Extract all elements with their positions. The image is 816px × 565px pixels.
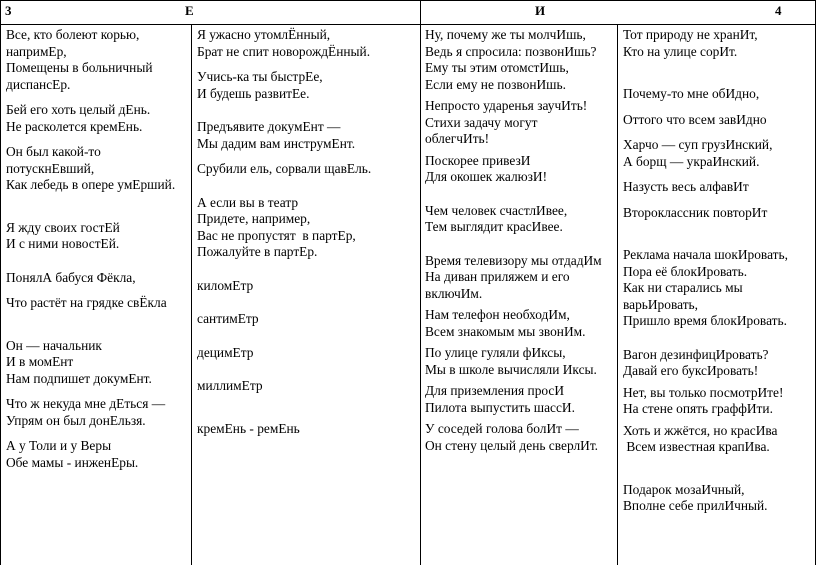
header-letter-e: Е xyxy=(185,3,194,18)
text-line: киломЕтр xyxy=(197,277,254,293)
text-line: Не расколется кремЕнь. xyxy=(6,118,143,134)
text-line: Ведь я спросила: позвонИшь? xyxy=(425,43,597,59)
column-e-right xyxy=(197,27,417,437)
column-i-left xyxy=(425,27,615,454)
text-line: миллимЕтр xyxy=(197,378,263,393)
text-line: Реклама начала шокИровать, xyxy=(623,247,788,262)
text-line: Что растёт на грядке свЁкла xyxy=(6,295,167,310)
text-line: Бей его хоть целый дЕнь. xyxy=(6,102,151,117)
table-top-border xyxy=(0,0,816,1)
text-line: Нам подпишет докумЕнт. xyxy=(6,370,152,386)
text-line: А если вы в театр xyxy=(197,194,299,210)
text-line: Почему-то мне обИдно, xyxy=(623,86,760,101)
text-line: ПонялА бабуся Фёкла, xyxy=(6,269,136,285)
table-left-border xyxy=(0,0,1,565)
text-line: У соседей голова болИт — xyxy=(425,421,579,436)
text-line: Нет, вы только посмотрИте! xyxy=(623,384,784,400)
text-line: Харчо — суп грузИнский, xyxy=(623,137,773,152)
text-line: Брат не спит новорождЁнный. xyxy=(197,43,371,59)
text-line: Обе мамы - инженЕры. xyxy=(6,454,139,470)
text-line: Хоть и жжётся, но красИва xyxy=(623,422,778,438)
column-divider-e-i xyxy=(420,0,421,565)
text-line: Он был какой-то xyxy=(6,144,101,159)
text-line: Он — начальник xyxy=(6,337,102,353)
text-line: И с ними новостЕй. xyxy=(6,236,120,251)
text-line: Срубили ель, сорвали щавЕль. xyxy=(197,161,372,176)
text-line: Что ж некуда мне дЕться — xyxy=(6,396,166,411)
text-line: Если ему не позвонИшь. xyxy=(425,76,566,92)
text-line: децимЕтр xyxy=(197,344,254,360)
text-line: Непросто ударенья заучИть! xyxy=(425,98,588,113)
text-line: Как лебедь в опере умЕрший. xyxy=(6,177,176,192)
text-line: Придете, например, xyxy=(197,211,311,226)
text-line: Вагон дезинфицИровать? xyxy=(623,346,769,362)
text-line: Мы дадим вам инструмЕнт. xyxy=(197,135,356,151)
text-line: Я ужасно утомлЁнный, xyxy=(197,27,331,42)
text-line: Ему ты этим отомстИшь, xyxy=(425,60,569,75)
header-number-left: 3 xyxy=(5,3,12,18)
text-line: Всем известная крапИва. xyxy=(623,439,770,454)
text-line: Назусть весь алфавИт xyxy=(623,179,749,194)
text-line: Упрям он был донЕльзя. xyxy=(6,412,146,428)
text-line: А у Толи и у Веры xyxy=(6,438,112,453)
text-line: Для окошек жалюзИ! xyxy=(425,169,548,184)
text-line: Кто на улице сорИт. xyxy=(623,43,738,59)
text-line: Тот природу не хранИт, xyxy=(623,27,758,42)
header-bottom-border xyxy=(0,24,816,25)
text-line: Учись-ка ты быстрЕе, xyxy=(197,69,323,84)
text-line: На стене опять граффИти. xyxy=(623,401,773,416)
text-line: Он стену целый день сверлИт. xyxy=(425,437,599,453)
text-line: Я жду своих гостЕй xyxy=(6,219,120,235)
text-line: варьИровать, xyxy=(623,296,699,312)
text-line: кремЕнь - ремЕнь xyxy=(197,420,300,436)
column-divider-e-sub xyxy=(191,24,192,565)
text-line: Для приземления просИ xyxy=(425,383,565,398)
text-line: Все, кто болеют корью, xyxy=(6,27,140,42)
text-line: Мы в школе вычисляли Иксы. xyxy=(425,361,597,377)
text-line: И в момЕнт xyxy=(6,354,74,369)
text-line: Чем человек счастлИвее, xyxy=(425,202,568,218)
text-line: потускнЕвший, xyxy=(6,160,95,176)
column-e-left xyxy=(6,27,189,471)
text-line: Пилота выпустить шассИ. xyxy=(425,399,575,415)
text-line: Вас не пропустят в партЕр, xyxy=(197,227,356,243)
text-line: На диван приляжем и его xyxy=(425,269,570,284)
text-line: напримЕр, xyxy=(6,43,67,59)
text-line: Нам телефон необходИм, xyxy=(425,307,570,322)
text-line: Стихи задачу могут xyxy=(425,114,538,130)
text-line: Время телевизору мы отдадИм xyxy=(425,252,602,268)
text-line: Подарок мозаИчный, xyxy=(623,481,745,497)
text-line: Вполне себе прилИчный. xyxy=(623,498,768,513)
text-line: Второклассник повторИт xyxy=(623,204,768,220)
text-line: Давай его буксИровать! xyxy=(623,363,759,378)
text-line: По улице гуляли фИксы, xyxy=(425,345,566,360)
text-line: Всем знакомым мы звонИм. xyxy=(425,323,586,339)
text-line: И будешь развитЕе. xyxy=(197,85,310,101)
text-line: Пришло время блокИровать. xyxy=(623,313,787,328)
text-line: Предъявите докумЕнт — xyxy=(197,119,341,134)
text-line: диспансЕр. xyxy=(6,76,71,92)
text-line: сантимЕтр xyxy=(197,311,259,326)
header-letter-i: И xyxy=(535,3,546,18)
text-line: включИм. xyxy=(425,285,483,301)
text-line: облегчИть! xyxy=(425,131,490,146)
text-line: Оттого что всем завИдно xyxy=(623,111,767,127)
column-i-right xyxy=(623,27,813,515)
text-line: Пора её блокИровать. xyxy=(623,263,748,279)
text-line: Пожалуйте в партЕр. xyxy=(197,244,318,259)
text-line: Как ни старались мы xyxy=(623,280,743,295)
header-number-right: 4 xyxy=(775,3,782,18)
text-line: Поскорее привезИ xyxy=(425,152,531,168)
text-line: А борщ — украИнский. xyxy=(623,153,760,169)
text-line: Ну, почему же ты молчИшь, xyxy=(425,27,586,42)
text-line: Тем выглядит красИвее. xyxy=(425,219,563,234)
text-line: Помещены в больничный xyxy=(6,60,153,75)
column-divider-i-sub xyxy=(617,24,618,565)
